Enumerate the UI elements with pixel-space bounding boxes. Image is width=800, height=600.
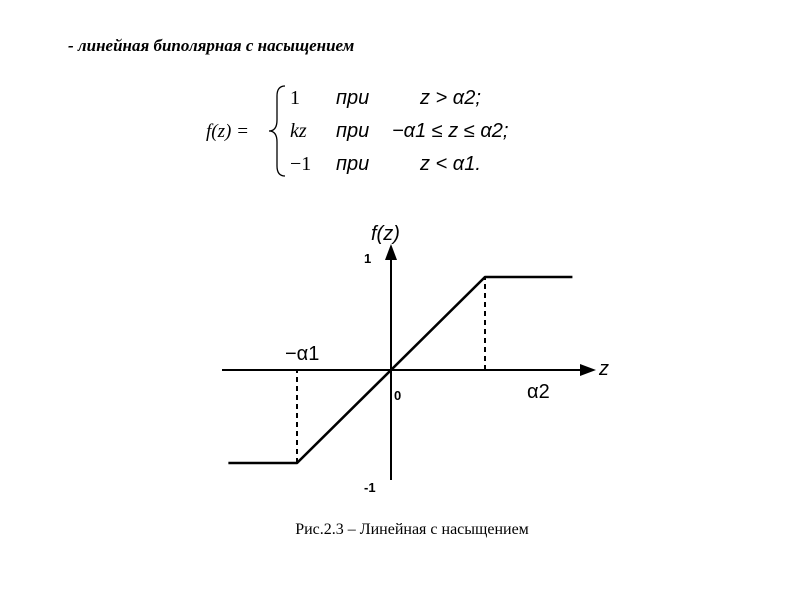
case-condition: −α1 ≤ z ≤ α2;	[392, 120, 509, 142]
case-word: при	[336, 153, 370, 175]
case-word: при	[336, 87, 370, 109]
case-condition: z < α1.	[420, 153, 481, 175]
case-value: 1	[290, 87, 300, 109]
y-axis-label: f(z)	[371, 223, 400, 245]
y-tick-label: -1	[364, 480, 376, 495]
x-tick-label: 0	[394, 388, 402, 403]
x-tick-label: −α1	[285, 343, 320, 365]
y-tick-label: 1	[364, 251, 372, 266]
x-axis-label: z	[599, 358, 609, 380]
case-value: −1	[290, 153, 312, 175]
figure-caption: Рис.2.3 – Линейная с насыщением	[295, 521, 529, 538]
x-axis-arrow	[580, 364, 596, 376]
section-heading: - линейная биполярная с насыщением	[68, 36, 355, 55]
formula-lhs: f(z) =	[206, 121, 249, 142]
y-axis-arrow	[385, 244, 397, 260]
case-value: kz	[290, 120, 307, 142]
case-word: при	[336, 120, 370, 142]
case-condition: z > α2;	[420, 87, 481, 109]
x-tick-label: α2	[527, 381, 550, 403]
